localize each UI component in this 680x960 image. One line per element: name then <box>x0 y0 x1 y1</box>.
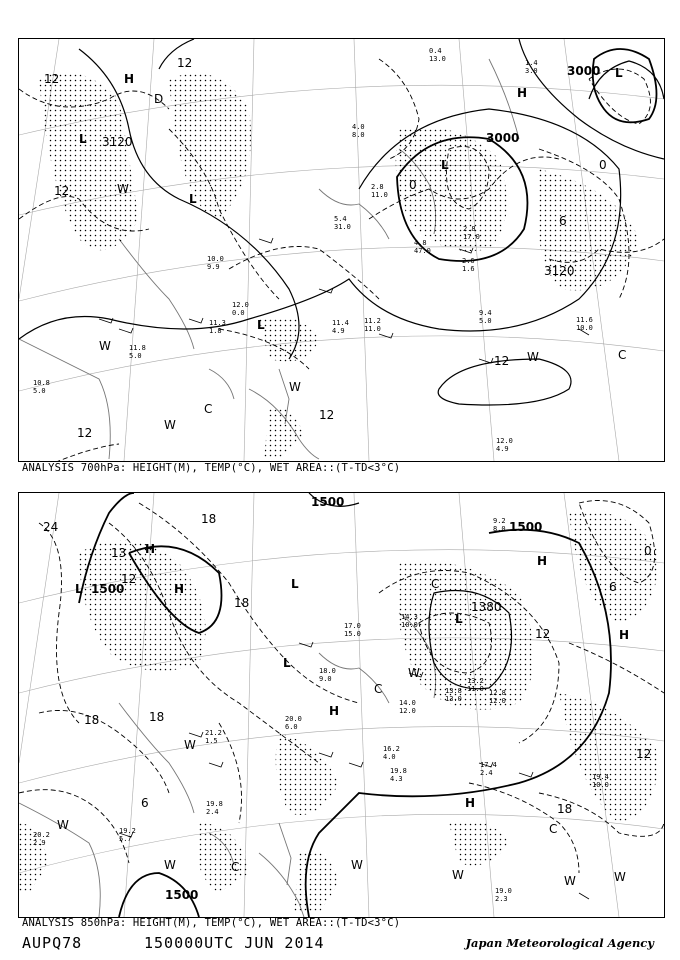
svg-text:1.5: 1.5 <box>205 737 218 745</box>
svg-text:14.3: 14.3 <box>401 613 418 621</box>
station <box>462 257 475 273</box>
contour-labels <box>44 56 607 440</box>
warm-marker: W <box>117 182 129 196</box>
contour-label: 0 <box>409 178 417 192</box>
low-marker: L <box>441 158 449 172</box>
svg-text:10.8: 10.8 <box>33 379 50 387</box>
svg-text:4.9: 4.9 <box>332 327 345 335</box>
low-marker: L <box>79 132 87 146</box>
chart-850hpa <box>18 492 665 918</box>
svg-text:11.8: 11.8 <box>129 344 146 352</box>
station <box>495 887 512 903</box>
high-marker: H <box>174 582 185 596</box>
svg-text:5.0: 5.0 <box>129 352 142 360</box>
svg-text:2.9: 2.9 <box>33 839 46 847</box>
warm-marker: W <box>164 858 176 872</box>
contour-label: 6 <box>609 580 617 594</box>
svg-text:20.0: 20.0 <box>285 715 302 723</box>
svg-text:8.0: 8.0 <box>352 131 365 139</box>
warm-marker: W <box>408 666 420 680</box>
station <box>399 699 416 715</box>
svg-text:18.0: 18.0 <box>319 667 336 675</box>
svg-text:12.8: 12.8 <box>489 689 506 697</box>
contour-label: 1500 <box>509 520 543 534</box>
contour-label: 12 <box>121 572 137 586</box>
contour-label: 6 <box>559 214 567 228</box>
contour-label: 18 <box>201 512 217 526</box>
svg-text:0.4: 0.4 <box>429 47 442 55</box>
svg-text:10.0: 10.0 <box>401 621 418 629</box>
svg-text:17.4: 17.4 <box>480 761 497 769</box>
svg-text:1.8: 1.8 <box>209 327 222 335</box>
svg-text:21.2: 21.2 <box>205 729 222 737</box>
svg-text:2.4: 2.4 <box>206 808 219 816</box>
station <box>344 622 361 638</box>
svg-text:9.4: 9.4 <box>479 309 492 317</box>
svg-text:13.0: 13.0 <box>445 695 462 703</box>
contour-label: 24 <box>43 520 59 534</box>
svg-text:11.0: 11.0 <box>467 685 484 693</box>
svg-text:5.4: 5.4 <box>334 215 347 223</box>
station <box>414 239 431 255</box>
station <box>352 123 365 139</box>
contour-label: 12 <box>535 627 551 641</box>
station <box>429 47 446 63</box>
station <box>480 761 497 777</box>
warm-marker: W <box>527 350 539 364</box>
svg-text:4.0: 4.0 <box>352 123 365 131</box>
svg-text:12.0: 12.0 <box>496 437 513 445</box>
station <box>332 319 349 335</box>
svg-text:12.0: 12.0 <box>489 697 506 705</box>
svg-text:2.8: 2.8 <box>463 225 476 233</box>
svg-text:47.0: 47.0 <box>414 247 431 255</box>
map-850hpa <box>19 493 664 917</box>
contour-label: 12 <box>636 747 652 761</box>
svg-text:1.4: 1.4 <box>525 59 538 67</box>
svg-text:11.6: 11.6 <box>576 316 593 324</box>
svg-text:4.8: 4.8 <box>414 239 427 247</box>
svg-text:2.3: 2.3 <box>495 895 508 903</box>
station <box>33 831 50 847</box>
cold-marker: C <box>618 348 627 362</box>
svg-text:10.0: 10.0 <box>592 781 609 789</box>
cold-marker: C <box>374 682 383 696</box>
cold-marker: C <box>549 822 558 836</box>
contour-label: 12 <box>44 72 60 86</box>
contour-label: 3000 <box>567 64 601 78</box>
svg-text:12.0: 12.0 <box>232 301 249 309</box>
station <box>383 745 400 761</box>
svg-text:9.0: 9.0 <box>319 675 332 683</box>
low-marker: L <box>75 582 83 596</box>
contour-label: 1380 <box>471 600 502 614</box>
contour-label: 12 <box>319 408 335 422</box>
high-marker: H <box>619 628 630 642</box>
warm-marker: W <box>99 339 111 353</box>
svg-text:19.0: 19.0 <box>495 887 512 895</box>
low-marker: L <box>257 318 265 332</box>
low-marker: L <box>455 612 463 626</box>
svg-text:17.0: 17.0 <box>463 233 480 241</box>
contour-label: 6 <box>141 796 149 810</box>
station <box>445 687 462 703</box>
warm-marker: W <box>184 738 196 752</box>
warm-marker: W <box>564 874 576 888</box>
contour-label: 0 <box>599 158 607 172</box>
svg-text:4.0: 4.0 <box>383 753 396 761</box>
station <box>33 379 50 395</box>
svg-text:2.4: 2.4 <box>480 769 493 777</box>
svg-text:8.0: 8.0 <box>493 525 506 533</box>
high-marker: H <box>517 86 528 100</box>
high-marker: H <box>329 704 340 718</box>
station <box>371 183 388 199</box>
chart-700hpa <box>18 38 665 462</box>
svg-text:19.4: 19.4 <box>592 773 609 781</box>
warm-marker: W <box>57 818 69 832</box>
svg-text:14.0: 14.0 <box>399 699 416 707</box>
svg-text:20.2: 20.2 <box>33 831 50 839</box>
svg-text:5.0: 5.0 <box>479 317 492 325</box>
warm-marker: W <box>452 868 464 882</box>
svg-text:19.2: 19.2 <box>119 827 136 835</box>
contour-label: 3120 <box>102 135 133 149</box>
station <box>119 827 136 843</box>
cold-marker: C <box>431 577 440 591</box>
svg-text:19.8: 19.8 <box>206 800 223 808</box>
station <box>232 301 249 317</box>
station <box>479 309 492 325</box>
svg-text:9.9: 9.9 <box>207 263 220 271</box>
svg-text:9.2: 9.2 <box>493 517 506 525</box>
low-marker: L <box>615 66 623 80</box>
low-marker: L <box>189 192 197 206</box>
station <box>209 319 226 335</box>
svg-text:2.8: 2.8 <box>371 183 384 191</box>
contour-label: 1500 <box>311 495 345 509</box>
station <box>525 59 538 75</box>
svg-text:0.0: 0.0 <box>232 309 245 317</box>
high-marker: H <box>124 72 135 86</box>
station <box>207 255 224 271</box>
contour-label: 18 <box>84 713 100 727</box>
station <box>576 316 593 332</box>
svg-text:5.7: 5.7 <box>119 835 132 843</box>
cold-marker: C <box>204 402 213 416</box>
svg-text:10.0: 10.0 <box>207 255 224 263</box>
svg-text:16.2: 16.2 <box>383 745 400 753</box>
map-700hpa <box>19 39 664 461</box>
station <box>364 317 381 333</box>
low-marker: L <box>291 577 299 591</box>
contour-label: D <box>154 92 164 106</box>
svg-text:17.0: 17.0 <box>344 622 361 630</box>
svg-text:4.3: 4.3 <box>390 775 403 783</box>
caption-700hpa: ANALYSIS 700hPa: HEIGHT(M), TEMP(°C), WET AREA::(T-TD<3°C) <box>22 462 401 474</box>
station <box>401 613 418 629</box>
svg-text:4.9: 4.9 <box>496 445 509 453</box>
warm-marker: W <box>164 418 176 432</box>
contour-label: 18 <box>234 596 250 610</box>
station <box>285 715 302 731</box>
valid-time: 150000UTC JUN 2014 <box>144 934 325 952</box>
svg-text:11.4: 11.4 <box>332 319 349 327</box>
contour-label: 12 <box>77 426 93 440</box>
station <box>496 437 513 453</box>
svg-text:13.2: 13.2 <box>467 677 484 685</box>
station <box>467 677 484 693</box>
svg-text:31.0: 31.0 <box>334 223 351 231</box>
high-marker: H <box>537 554 548 568</box>
svg-text:15.0: 15.0 <box>344 630 361 638</box>
svg-text:11.0: 11.0 <box>364 325 381 333</box>
contour-label: 1500 <box>165 888 199 902</box>
station <box>334 215 351 231</box>
contour-label: 13 <box>111 546 127 560</box>
contour-label: 12 <box>494 354 510 368</box>
caption-850hpa: ANALYSIS 850hPa: HEIGHT(M), TEMP(°C), WET AREA::(T-TD<3°C) <box>22 917 401 929</box>
warm-marker: W <box>289 380 301 394</box>
high-marker: H <box>465 796 476 810</box>
svg-text:11.0: 11.0 <box>371 191 388 199</box>
station <box>129 344 146 360</box>
svg-text:6.0: 6.0 <box>285 723 298 731</box>
product-code: AUPQ78 <box>22 934 83 952</box>
svg-text:11.3: 11.3 <box>209 319 226 327</box>
svg-text:13.0: 13.0 <box>429 55 446 63</box>
contour-label: 12 <box>54 184 70 198</box>
contour-label: 0 <box>644 544 652 558</box>
station <box>592 773 609 789</box>
contour-label: 3120 <box>544 264 575 278</box>
svg-text:2.6: 2.6 <box>462 257 475 265</box>
svg-text:11.2: 11.2 <box>364 317 381 325</box>
cold-marker: C <box>231 860 240 874</box>
station <box>390 767 407 783</box>
svg-text:13.8: 13.8 <box>445 687 462 695</box>
agency-name: Japan Meteorological Agency <box>465 936 654 950</box>
warm-marker: W <box>614 870 626 884</box>
svg-text:12.0: 12.0 <box>399 707 416 715</box>
svg-text:10.0: 10.0 <box>576 324 593 332</box>
station <box>319 667 336 683</box>
svg-text:1.6: 1.6 <box>462 265 475 273</box>
svg-text:5.0: 5.0 <box>33 387 46 395</box>
svg-text:3.0: 3.0 <box>525 67 538 75</box>
contour-label: 3000 <box>486 131 520 145</box>
low-marker: L <box>283 656 291 670</box>
warm-marker: W <box>351 858 363 872</box>
station <box>489 689 506 705</box>
contour-label: 18 <box>557 802 573 816</box>
station <box>493 517 506 533</box>
contour-label: 18 <box>149 710 165 724</box>
contour-label: 1500 <box>91 582 125 596</box>
station <box>206 800 223 816</box>
contour-label: 12 <box>177 56 193 70</box>
svg-text:19.8: 19.8 <box>390 767 407 775</box>
high-marker: H <box>145 542 156 556</box>
